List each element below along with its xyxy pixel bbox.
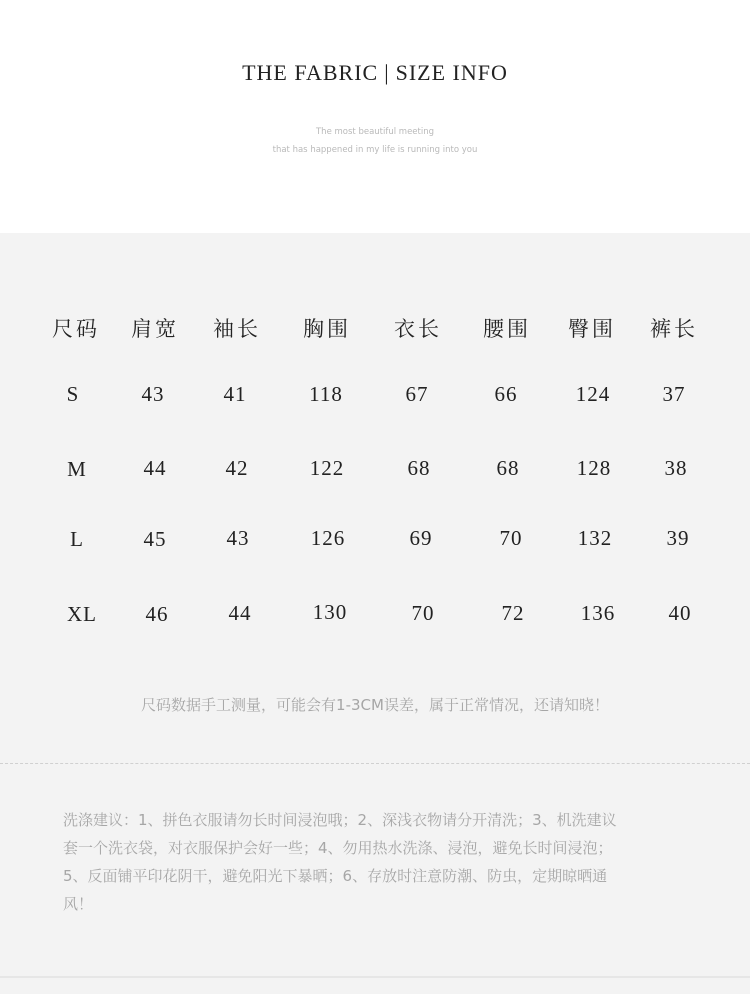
table-cell: 132 [577, 526, 613, 550]
title-size-info: SIZE INFO [395, 60, 508, 85]
care-line: 洗涤建议：1、拼色衣服请勿长时间浸泡哦；2、深浅衣物请分开清洗；3、机洗建议 [63, 811, 617, 829]
care-line: 套一个洗衣袋，对衣服保护会好一些；4、勿用热水洗涤、浸泡，避免长时间浸泡； [63, 839, 613, 857]
header-waist: 腰围 [483, 317, 531, 341]
table-cell: 38 [664, 456, 688, 480]
subtitle-line-1: The most beautiful meeting [315, 127, 435, 137]
table-cell: 136 [580, 601, 616, 625]
page-title [0, 60, 750, 86]
table-cell: 68 [496, 456, 520, 480]
table-cell: 43 [226, 526, 250, 550]
care-line: 风！ [63, 895, 94, 913]
subtitle-line-2: that has happened in my life is running into you [272, 145, 478, 155]
header-shoulder: 肩宽 [131, 317, 179, 341]
table-cell: 43 [141, 382, 165, 406]
measurement-note: 尺码数据手工测量，可能会有1-3CM误差，属于正常情况，还请知晓！ [141, 696, 609, 714]
table-cell: 118 [309, 382, 343, 406]
table-cell: 124 [575, 382, 611, 406]
table-cell: 70 [411, 601, 435, 625]
cell-size: XL [67, 602, 97, 626]
header-chest: 胸围 [303, 317, 351, 341]
table-cell: 70 [499, 526, 523, 550]
header-length: 衣长 [394, 317, 442, 341]
header-sleeve: 袖长 [213, 317, 261, 341]
bottom-divider [0, 976, 750, 978]
table-cell: 126 [310, 526, 346, 550]
table-cell: 128 [576, 456, 612, 480]
table-cell: 44 [228, 601, 252, 625]
header-size: 尺码 [52, 317, 100, 341]
header-pant-length: 裤长 [650, 317, 698, 341]
table-cell: 130 [312, 600, 348, 624]
table-cell: 40 [668, 601, 692, 625]
table-cell: 66 [494, 382, 518, 406]
table-cell: 42 [225, 456, 249, 480]
size-panel [0, 233, 750, 994]
table-cell: 45 [143, 527, 167, 551]
table-cell: 37 [662, 382, 686, 406]
table-cell: 122 [309, 456, 345, 480]
cell-size: S [66, 382, 80, 406]
title-fabric: THE FABRIC [242, 60, 379, 85]
table-cell: 46 [145, 602, 169, 626]
table-cell: 41 [223, 382, 247, 406]
table-cell: 39 [666, 526, 690, 550]
table-cell: 67 [405, 382, 429, 406]
title-separator: | [384, 60, 390, 85]
header-hip: 臀围 [568, 317, 616, 341]
dashed-divider [0, 763, 750, 764]
care-line: 5、反面铺平印花阴干，避免阳光下暴晒；6、存放时注意防潮、防虫，定期晾晒通 [63, 867, 608, 885]
table-cell: 44 [143, 456, 167, 480]
header [0, 0, 750, 233]
table-cell: 72 [501, 601, 525, 625]
cell-size: M [67, 457, 87, 481]
table-cell: 69 [409, 526, 433, 550]
cell-size: L [70, 527, 84, 551]
table-cell: 68 [407, 456, 431, 480]
care-instructions [63, 806, 693, 918]
